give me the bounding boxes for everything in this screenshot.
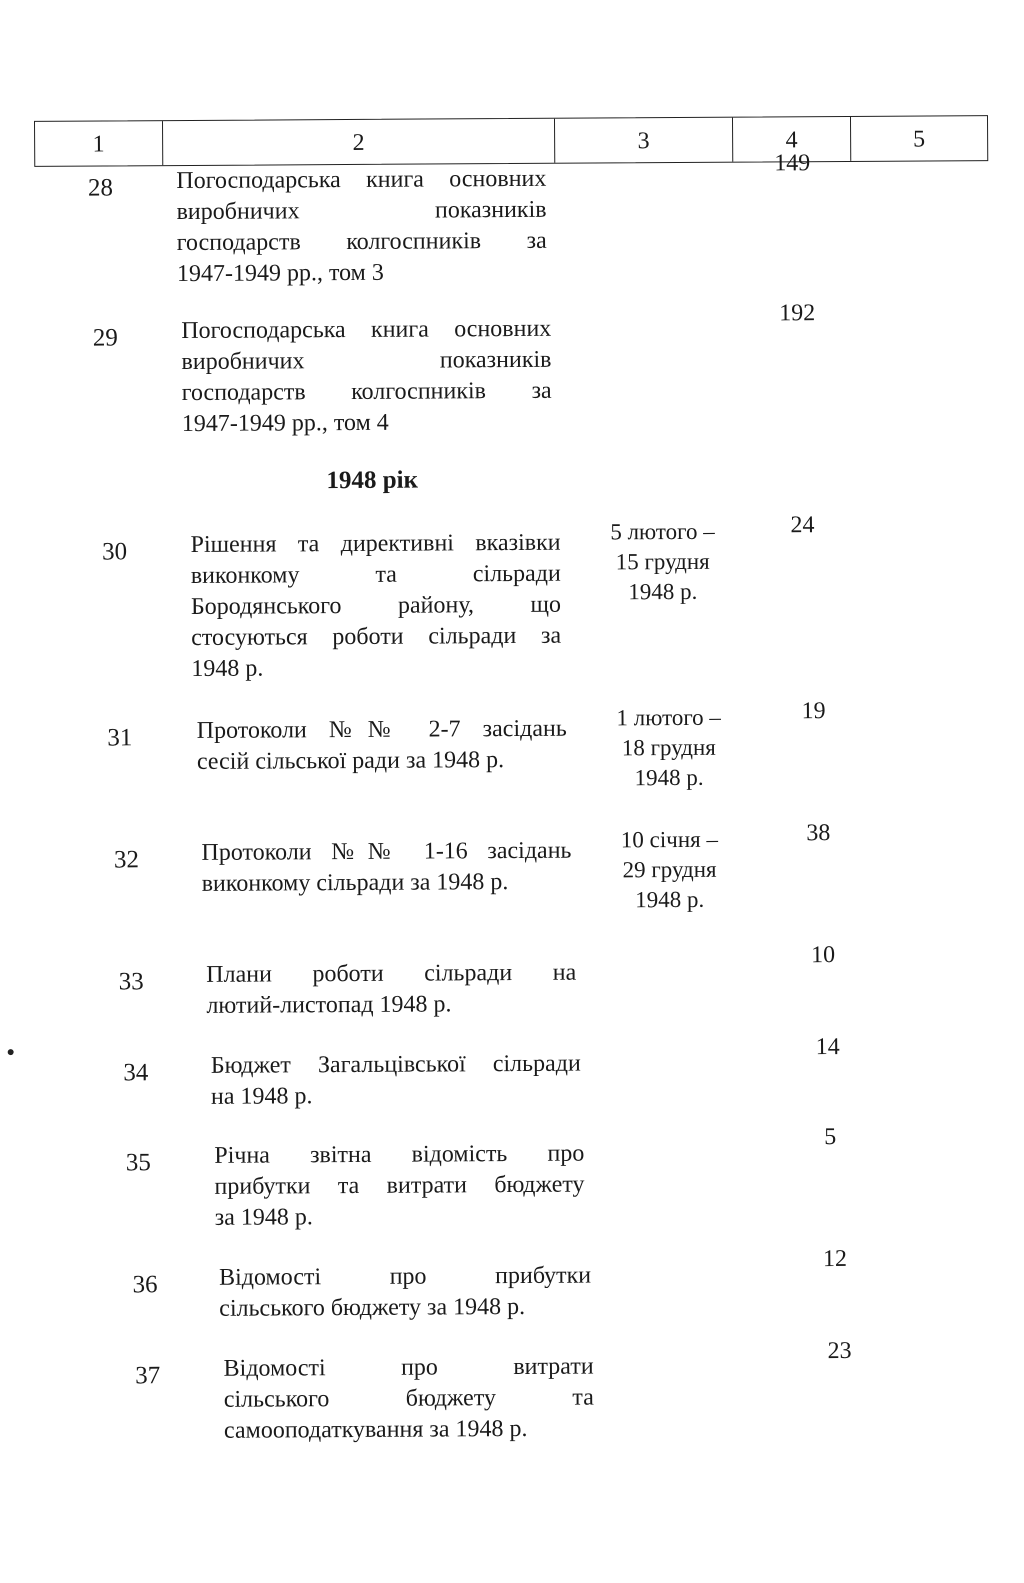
row-title-line: 1947-1949 рр., том 4 — [181, 409, 389, 438]
row-title-line: Протоколи №№ 1-16 засідань — [201, 837, 572, 866]
row-title-line: за 1948 р. — [214, 1204, 313, 1231]
row-title-line: сільського бюджету та — [223, 1384, 594, 1413]
scan-mark — [8, 1049, 14, 1055]
row-sheet-count: 24 — [790, 512, 815, 539]
row-title-line: господарств колгоспників за — [181, 377, 552, 407]
row-title-line: лютий-листопад 1948 р. — [206, 991, 452, 1019]
row-title-line: прибутки та витрати бюджету — [214, 1171, 585, 1200]
row-title-line: на 1948 р. — [210, 1083, 313, 1110]
table-header — [34, 115, 988, 167]
row-date-line: 29 грудня — [622, 856, 717, 883]
row-sheet-count: 5 — [824, 1124, 837, 1151]
row-title — [190, 528, 561, 685]
row-title-line: сесій сільської ради за 1948 р. — [196, 747, 505, 775]
header-col-1: 1 — [35, 121, 163, 166]
row-title — [211, 1049, 581, 1113]
row-sheet-count: 192 — [779, 300, 816, 327]
row-date-line: 15 грудня — [615, 548, 710, 575]
row-number: 28 — [87, 174, 113, 202]
row-sheet-count: 14 — [815, 1034, 840, 1061]
row-number: 37 — [135, 1362, 161, 1390]
row-dates — [594, 825, 745, 916]
row-title-line: Протоколи №№ 2-7 засідань — [196, 715, 567, 744]
row-number: 35 — [125, 1149, 151, 1177]
row-date-line: 1948 р. — [635, 886, 705, 913]
row-sheet-count: 149 — [774, 150, 811, 177]
row-date-line: 10 січня – — [620, 826, 719, 853]
row-date-line: 5 лютого – — [610, 518, 715, 545]
row-title — [224, 1352, 595, 1447]
row-title-line: господарств колгоспників за — [176, 227, 547, 257]
row-sheet-count: 10 — [811, 942, 836, 969]
header-col-5: 5 — [913, 126, 926, 153]
row-number: 31 — [107, 724, 133, 752]
row-dates — [587, 517, 738, 608]
row-title-line: виробничих показників — [181, 346, 552, 376]
row-title-line: Рішення та директивні вказівки — [190, 529, 561, 558]
row-title-line: Погосподарська книга основних — [181, 315, 552, 345]
row-title-line: Погосподарська книга основних — [176, 165, 547, 195]
row-title — [197, 714, 567, 778]
row-title-line: виконкому сільради за 1948 р. — [201, 869, 509, 897]
row-title-line: виконкому та сільради — [190, 560, 561, 589]
row-title — [206, 958, 576, 1022]
row-title-line: Бюджет Загальцівської сільради — [210, 1050, 581, 1079]
row-number: 30 — [102, 538, 128, 566]
row-number: 33 — [118, 968, 144, 996]
row-title-line: самооподаткування за 1948 р. — [223, 1415, 528, 1444]
row-sheet-count: 23 — [827, 1337, 852, 1365]
row-sheet-count: 19 — [801, 698, 826, 725]
row-title — [201, 836, 571, 900]
row-dates — [594, 703, 745, 794]
row-title — [219, 1261, 591, 1325]
row-sheet-count: 38 — [806, 820, 831, 847]
row-date-line: 1 лютого – — [616, 704, 721, 731]
row-date-line: 1948 р. — [628, 578, 698, 605]
row-title-line: Річна звітна відомість про — [214, 1140, 585, 1169]
row-title-line: 1948 р. — [191, 655, 264, 682]
row-date-line: 1948 р. — [634, 764, 704, 791]
row-sheet-count: 12 — [822, 1245, 848, 1273]
row-number: 34 — [123, 1059, 149, 1087]
header-col-2: 2 — [163, 119, 555, 165]
row-title — [181, 314, 552, 440]
row-title — [176, 164, 547, 290]
row-title-line: 1947-1949 рр., том 3 — [176, 259, 384, 288]
row-title-line: Плани роботи сільради на — [206, 959, 577, 988]
row-title-line: Відомості про витрати — [223, 1353, 594, 1382]
row-number: 29 — [92, 324, 118, 352]
row-title-line: Відомості про прибутки — [218, 1262, 592, 1291]
section-heading-year: 1948 рік — [326, 466, 419, 495]
row-title-line: виробничих показників — [176, 196, 547, 226]
header-col-3: 3 — [555, 118, 733, 163]
row-title-line: Бородянського району, що — [190, 591, 562, 620]
header-col-4: 4 — [733, 117, 851, 162]
row-number: 32 — [113, 846, 140, 874]
row-date-line: 18 грудня — [621, 734, 716, 761]
row-title-line: сільського бюджету за 1948 р. — [219, 1293, 526, 1322]
row-title — [214, 1139, 585, 1234]
row-number: 36 — [132, 1271, 158, 1299]
row-title-line: стосуються роботи сільради за — [191, 622, 562, 651]
